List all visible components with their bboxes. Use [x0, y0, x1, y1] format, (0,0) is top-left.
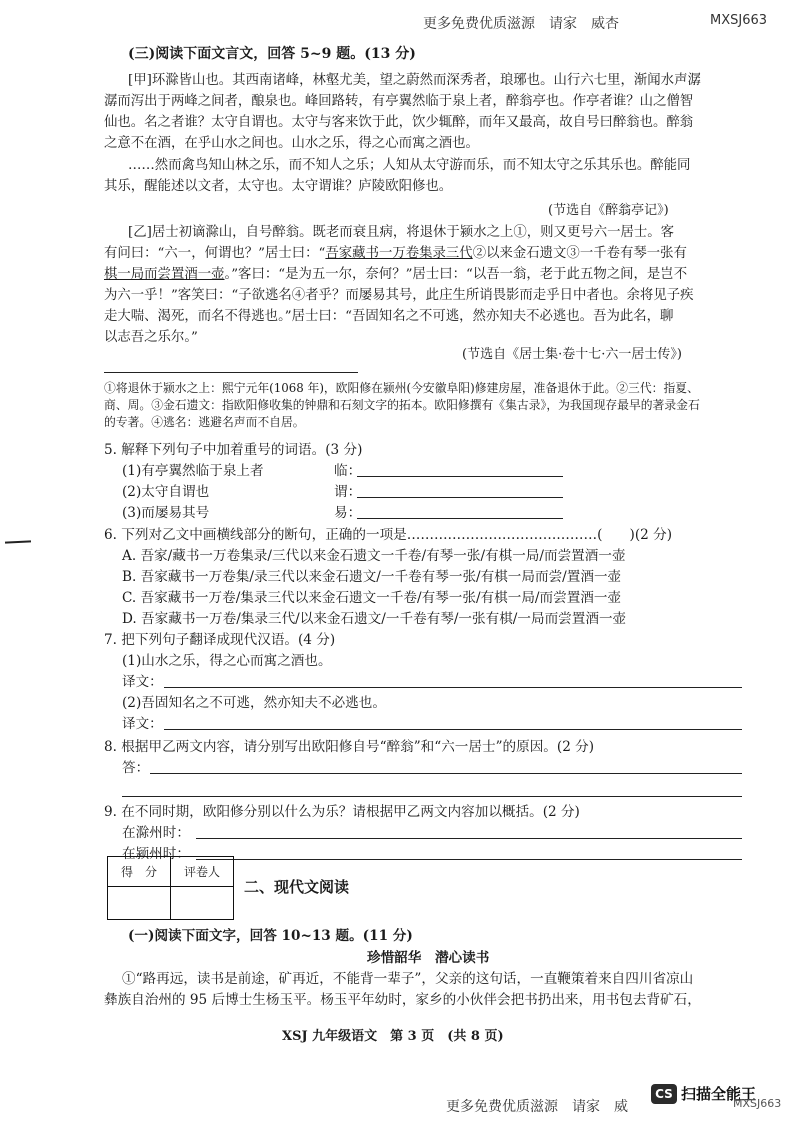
q8-answer-line-2[interactable] — [122, 796, 742, 797]
yi-line-1: [乙]居士初谪滁山，自号醉翁。既老而衰且病，将退休于颍水之上①，则又更号六一居士。客 — [128, 225, 675, 240]
yi-line-2: 有问曰：“六一，何谓也？”居士曰：“吾家藏书一万卷集录三代②以来金石遗文③一千卷有琴一张有 — [104, 246, 687, 261]
q9-chuzhou-label: 在滁州时： — [122, 825, 190, 841]
footer-banner: 更多免费优质滋源 请家 威 — [446, 1099, 628, 1115]
q5-word-2: 谓： — [334, 484, 362, 500]
underlined-phrase: 吾家藏书一万卷集录三代 — [325, 246, 473, 261]
jia-line-5: ……然而禽鸟知山林之乐，而不知人之乐；人知从太守游而乐，而不知太守之乐其乐也。醉能同 — [128, 158, 691, 173]
q5-item-3: (3)而屡易其号 — [122, 505, 210, 521]
footnote-rule — [104, 372, 358, 373]
yi-source: (节选自《居士集·卷十七·六一居士传》) — [462, 347, 682, 362]
q6-option-b[interactable]: B. 吾家藏书一万卷集/录三代以来金石遗文/一千卷有琴一张/有棋一局而尝/置酒一壶 — [122, 569, 622, 585]
yi-line-5: 走大喘、渴死，而名不得逃也。”居士曰：“吾固知名之不可逃，然亦知夫不必逃也。吾为此名，聊 — [104, 309, 674, 324]
q7-sentence-2: (2)吾固知名之不可逃，然亦知夫不必逃也。 — [122, 695, 386, 711]
q5-word-1: 临： — [334, 463, 362, 479]
q7-label-2: 译文： — [122, 716, 163, 732]
q5-answer-line-3[interactable] — [357, 518, 563, 519]
q7-label-1: 译文： — [122, 674, 163, 690]
page-footer: XSJ 九年级语文 第 3 页 (共 8 页) — [282, 1029, 504, 1044]
q5-item-1: (1)有亭翼然临于泉上者 — [122, 463, 264, 479]
q7-answer-line-2[interactable] — [164, 729, 742, 730]
score-header: 得 分 — [108, 857, 171, 887]
yi-line-6: 以志吾之乐尔。” — [104, 330, 198, 345]
score-table — [107, 856, 234, 920]
part2-heading: 二、现代文阅读 — [244, 878, 350, 896]
q7-stem: 7. 把下列句子翻译成现代汉语。(4 分) — [104, 632, 336, 648]
footnote-1: ①将退休于颍水之上：熙宁元年(1068 年)，欧阳修在颍州(今安徽阜阳)修建房屋，准备退休于此。②三代：指夏、 — [104, 381, 699, 395]
q5-stem: 5. 解释下列句子中加着重号的词语。(3 分) — [104, 442, 363, 458]
q5-word-3: 易： — [334, 505, 362, 521]
article-title: 珍惜韶华 潜心读书 — [367, 950, 490, 966]
q8-answer-line-1[interactable] — [150, 773, 742, 774]
q6-stem: 6. 下列对乙文中画横线部分的断句，正确的一项是……………………………………( )(2 分) — [104, 527, 673, 543]
yi-line-3: 棋一局而尝置酒一壶。”客曰：“是为五一尔，奈何？”居士曰：“以吾一翁，老于此五物之间，是岂不 — [104, 267, 688, 282]
part2-subsection-title: (一)阅读下面文字，回答 10~13 题。(11 分) — [128, 928, 413, 944]
footnote-3: 的专著。④逃名：逃避名声而不自居。 — [104, 415, 305, 429]
q9-yingzhou-line[interactable] — [196, 859, 742, 860]
header-banner: 更多免费优质滋源 请家 威杏 — [423, 16, 619, 32]
yi-line-4: 为六一乎！”客笑曰：“子欲逃名④者乎？而屡易其号，此庄生所诮畏影而走乎日中者也。余将见子疾 — [104, 288, 694, 303]
q9-stem: 9. 在不同时期，欧阳修分别以什么为乐？请根据甲乙两文内容加以概括。(2 分) — [104, 804, 580, 820]
margin-mark — [5, 540, 31, 543]
q9-chuzhou-line[interactable] — [196, 838, 742, 839]
q7-answer-line-1[interactable] — [164, 687, 742, 688]
q6-option-c[interactable]: C. 吾家藏书一万卷/集录三代以来金石遗文一千卷/有琴一张/有棋一局/而尝置酒一壶 — [122, 590, 622, 606]
footer-code: MXSJ663 — [733, 1097, 782, 1110]
jia-line-3: 仙也。名之者谁？太守自谓也。太守与客来饮于此，饮少辄醉，而年又最高，故自号曰醉翁也。醉翁 — [104, 115, 694, 130]
q8-label: 答： — [122, 760, 150, 776]
q9-yingzhou-label: 在颍州时： — [122, 846, 190, 862]
q5-answer-line-1[interactable] — [357, 476, 563, 477]
jia-source: (节选自《醉翁亭记》) — [548, 203, 669, 218]
q8-stem: 8. 根据甲乙两文内容，请分别写出欧阳修自号“醉翁”和“六一居士”的原因。(2 分) — [104, 739, 595, 755]
underlined-phrase: 棋一局而尝置酒一壶 — [104, 267, 225, 282]
jia-line-4: 之意不在酒，在乎山水之间也。山水之乐，得之心而寓之酒也。 — [104, 136, 479, 151]
q6-option-a[interactable]: A. 吾家/藏书一万卷集录/三代以来金石遗文一千卷/有琴一张/有棋一局/而尝置酒一壶 — [122, 548, 626, 564]
header-code: MXSJ663 — [710, 13, 768, 28]
q5-answer-line-2[interactable] — [357, 497, 563, 498]
jia-line-2: 潺而泻出于两峰之间者，酿泉也。峰回路转，有亭翼然临于泉上者，醉翁亭也。作亭者谁？山之僧智 — [104, 94, 694, 109]
grader-header: 评卷人 — [171, 857, 234, 887]
q7-sentence-1: (1)山水之乐，得之心而寓之酒也。 — [122, 653, 332, 669]
score-cell[interactable] — [108, 887, 171, 920]
scanner-brand: 扫描全能王 — [681, 1085, 757, 1103]
article-p1-line-2: 彝族自治州的 95 后博士生杨玉平。杨玉平年幼时，家乡的小伙伴会把书扔出来，用书包去背矿石， — [104, 992, 701, 1008]
grader-cell[interactable] — [171, 887, 234, 920]
q6-option-d[interactable]: D. 吾家藏书一万卷/集录三代/以来金石遗文/一千卷有琴/一张有棋/一局而尝置酒一壶 — [122, 611, 627, 627]
jia-line-1: [甲]环滁皆山也。其西南诸峰，林壑尤美，望之蔚然而深秀者，琅琊也。山行六七里，渐闻水声潺 — [128, 73, 701, 88]
q5-item-2: (2)太守自谓也 — [122, 484, 210, 500]
jia-line-6: 其乐，醒能述以文者，太守也。太守谓谁？庐陵欧阳修也。 — [104, 179, 453, 194]
footnote-2: 商、周。③金石遗文：指欧阳修收集的钟鼎和石刻文字的拓本。欧阳修撰有《集古录》，为我国现存最早的著录金石 — [104, 398, 700, 412]
cs-logo-icon: CS — [651, 1084, 677, 1104]
article-p1-line-1: ①“路再远，读书是前途，矿再近，不能背一辈子”，父亲的这句话，一直鞭策着来自四川省凉山 — [122, 971, 694, 987]
section-title: (三)阅读下面文言文，回答 5~9 题。(13 分) — [128, 46, 416, 62]
